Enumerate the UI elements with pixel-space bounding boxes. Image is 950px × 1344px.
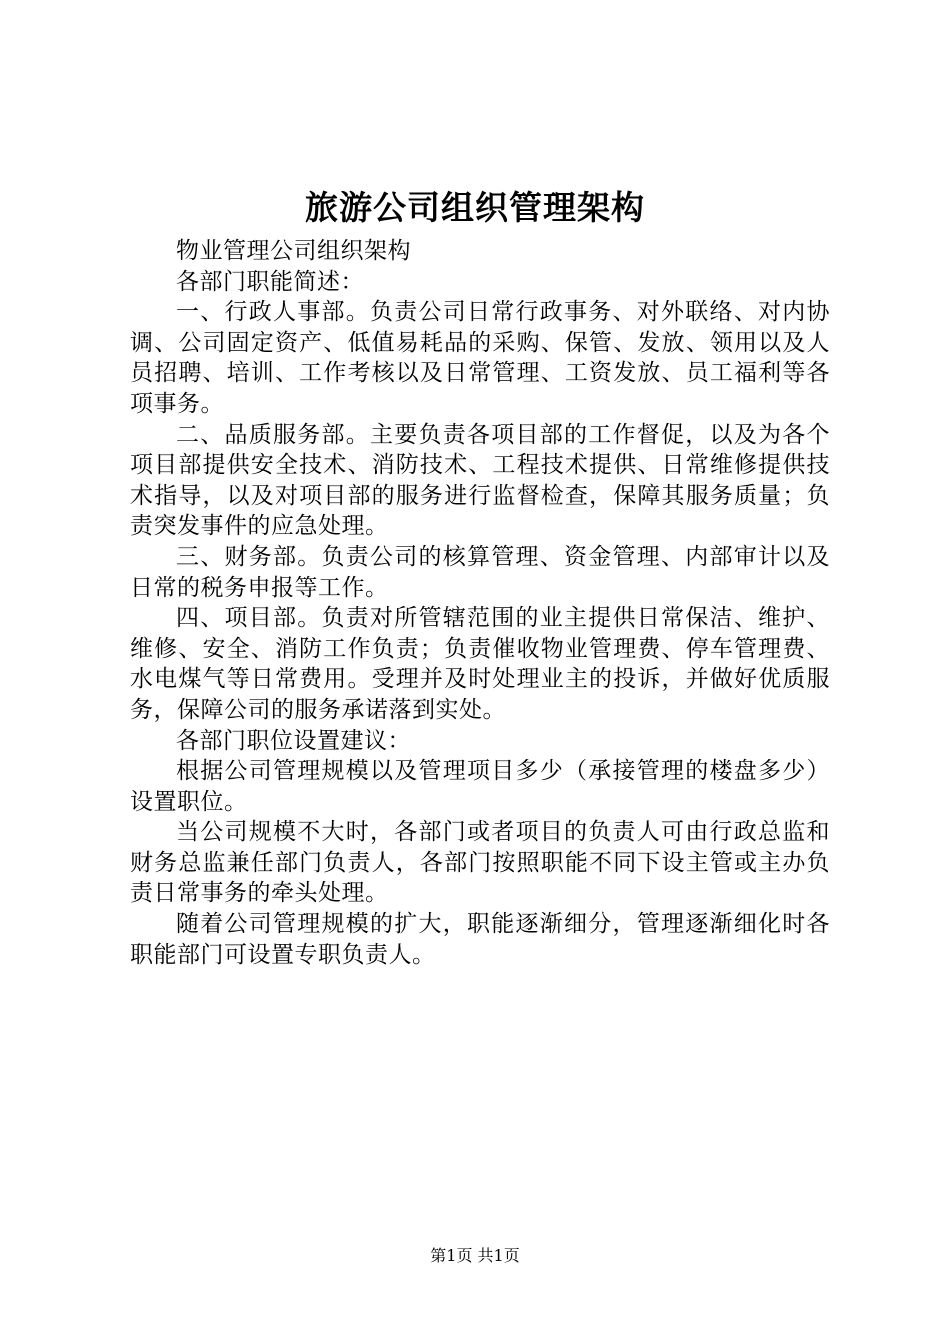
paragraph-small-company: 当公司规模不大时，各部门或者项目的负责人可由行政总监和财务总监兼任部门负责人，各部门按照职能不同下设主管或主办负责日常事务的牵头处理。 xyxy=(130,819,830,907)
paragraph-positions-basis: 根据公司管理规模以及管理项目多少（承接管理的楼盘多少）设置职位。 xyxy=(130,758,830,815)
paragraph-positions-heading: 各部门职位设置建议： xyxy=(176,727,411,754)
paragraph-subtitle: 物业管理公司组织架构 xyxy=(176,238,411,264)
document-title: 旅游公司组织管理架构 xyxy=(305,188,645,227)
paragraph-project: 四、项目部。负责对所管辖范围的业主提供日常保洁、维护、维修、安全、消防工作负责；负责催收物业管理费、停车管理费、水电煤气等日常费用。受理并及时处理业主的投诉，并做好优质服务，保障公司的服务承诺落到实处。 xyxy=(130,605,830,723)
document-body xyxy=(130,236,830,970)
paragraph-admin-hr: 一、行政人事部。负责公司日常行政事务、对外联络、对内协调、公司固定资产、低值易耗品的采购、保管、发放、领用以及人员招聘、培训、工作考核以及日常管理、工资发放、员工福利等各项事务。 xyxy=(130,299,830,417)
paragraph-quality-service: 二、品质服务部。主要负责各项目部的工作督促，以及为各个项目部提供安全技术、消防技术、工程技术提供、日常维修提供技术指导，以及对项目部的服务进行监督检查，保障其服务质量；负责突发事件的应急处理。 xyxy=(130,421,830,540)
paragraph-finance: 三、财务部。负责公司的核算管理、资金管理、内部审计以及日常的税务申报等工作。 xyxy=(130,543,830,601)
page-number-footer: 第1页 共1页 xyxy=(430,1246,520,1265)
paragraph-growth: 随着公司管理规模的扩大，职能逐渐细分，管理逐渐细化时各职能部门可设置专职负责人。 xyxy=(130,911,830,968)
paragraph-functions-heading: 各部门职能简述： xyxy=(176,268,364,295)
